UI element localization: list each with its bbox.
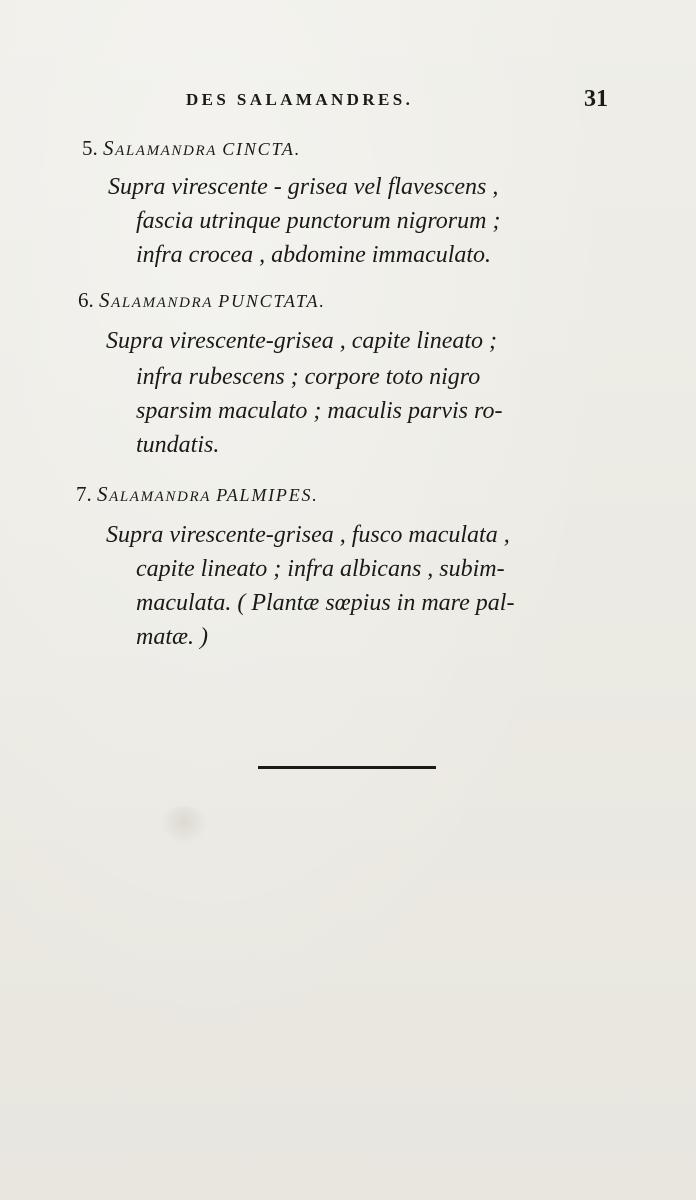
entry-7-line-4: matæ. ): [136, 624, 208, 650]
running-title: DES SALAMANDRES.: [186, 90, 414, 109]
end-rule: [258, 766, 436, 769]
entry-genus: Salamandra: [103, 136, 217, 160]
entry-number: 7.: [76, 482, 92, 506]
paper-stain: [160, 806, 208, 846]
entry-7-heading: [76, 482, 319, 507]
entry-6-line-1: Supra virescente-grisea , capite lineato ;: [106, 328, 498, 354]
entry-species: CINCTA.: [222, 139, 302, 159]
entry-5-heading: [82, 136, 301, 161]
entry-7-line-2: capite lineato ; infra albicans , subim-: [136, 556, 505, 582]
entry-species: PUNCTATA.: [218, 291, 326, 311]
entry-7-line-1: Supra virescente-grisea , fusco maculata ,: [106, 522, 510, 548]
entry-number: 6.: [78, 288, 94, 312]
entry-6-heading: [78, 288, 326, 313]
entry-number: 5.: [82, 136, 98, 160]
page-header: [186, 86, 616, 116]
entry-genus: Salamandra: [99, 288, 213, 312]
entry-species: PALMIPES.: [216, 485, 319, 505]
entry-6-line-3: sparsim maculato ; maculis parvis ro-: [136, 398, 503, 424]
entry-5-line-1: Supra virescente - grisea vel flavescens ,: [108, 174, 499, 200]
entry-genus: Salamandra: [97, 482, 211, 506]
entry-5-line-2: fascia utrinque punctorum nigrorum ;: [136, 208, 501, 234]
entry-5-line-3: infra crocea , abdomine immaculato.: [136, 242, 492, 268]
entry-7-line-3: maculata. ( Plantæ sœpius in mare pal-: [136, 590, 515, 616]
page-number: 31: [584, 86, 608, 112]
entry-6-line-4: tundatis.: [136, 432, 220, 458]
entry-6-line-2: infra rubescens ; corpore toto nigro: [136, 364, 481, 390]
